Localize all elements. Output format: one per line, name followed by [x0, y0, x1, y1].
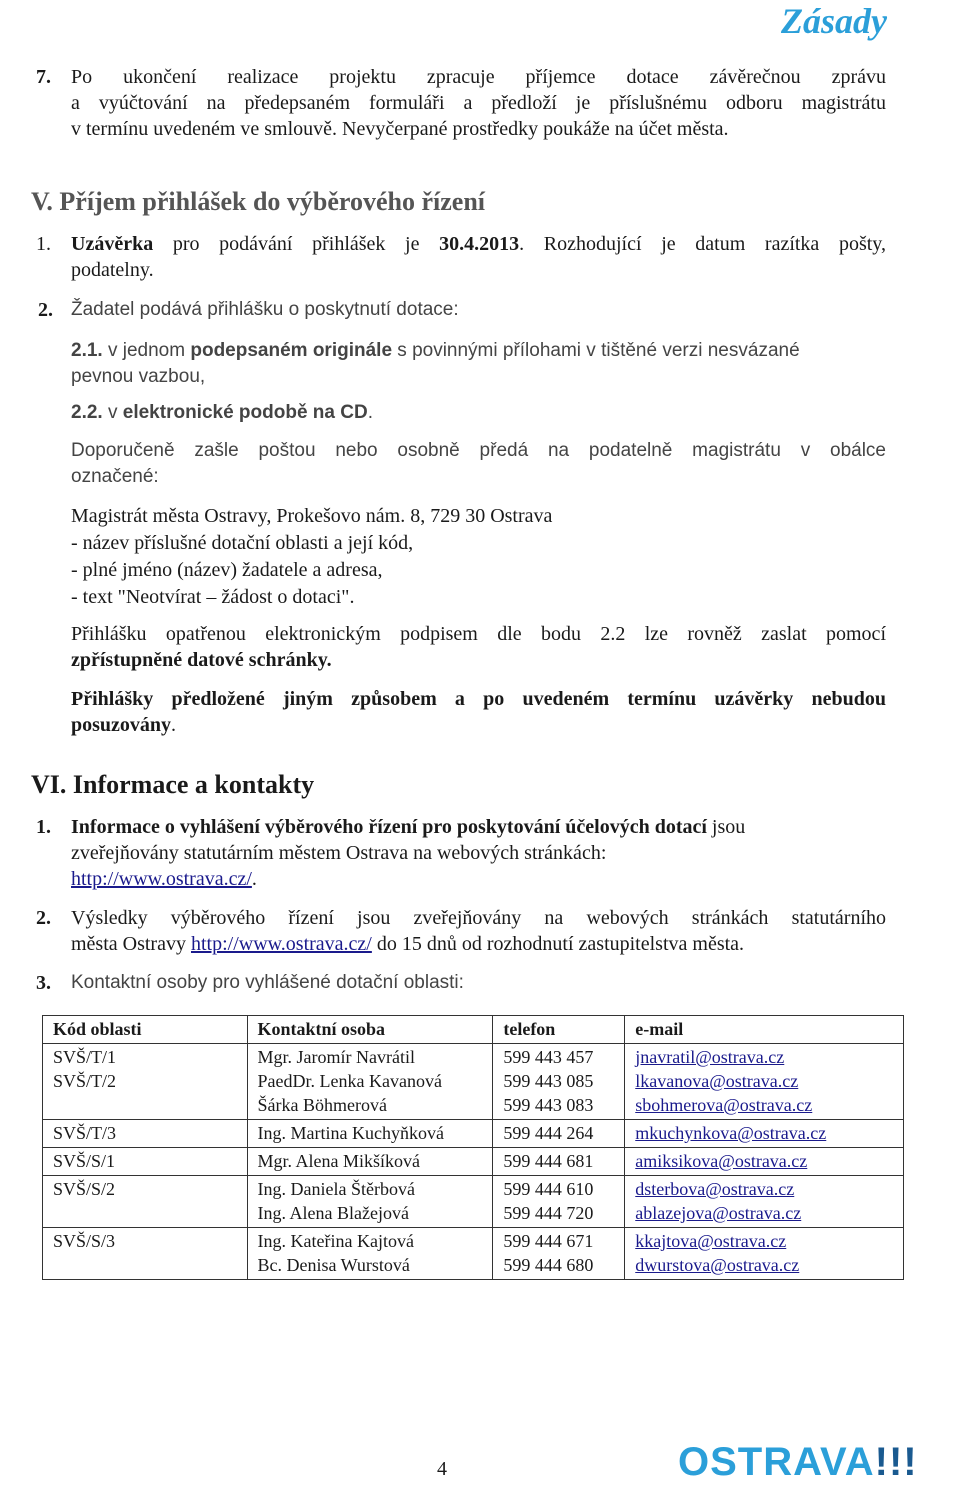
s5-item1-line-1 [71, 231, 886, 257]
email-cell [625, 1044, 904, 1120]
s6-item2-line-1: Výsledky výběrového řízení jsou zveřejňovány na webových stránkách statutárního [71, 907, 886, 929]
s5-item22-text: v [102, 402, 123, 423]
area-code: SVŠ/S/1 [53, 1151, 116, 1171]
email-cell [625, 1120, 904, 1148]
s5-item1-line-2: podatelny. [71, 259, 154, 281]
ostrava-logo [678, 1440, 918, 1485]
deadline-text-2: . Rozhodující je datum razítka pošty, [519, 233, 886, 255]
phone-number: 599 443 457 [503, 1047, 594, 1067]
phone-cell [493, 1120, 625, 1148]
warning-line-1: Přihlášky předložené jiným způsobem a po uvedeném termínu uzávěrky nebudou [71, 688, 886, 710]
contacts-table-body [43, 1044, 904, 1280]
person-cell [247, 1176, 493, 1228]
area-code: SVŠ/T/1 [53, 1047, 117, 1067]
s6-item3-number: 3. [36, 972, 51, 994]
table-header-row [43, 1016, 904, 1044]
table-row [43, 1176, 904, 1228]
header-person: Kontaktní osoba [247, 1016, 493, 1044]
area-code: SVŠ/T/3 [53, 1123, 117, 1143]
address-line-2: - název příslušné dotační oblasti a její kód, [71, 532, 414, 554]
phone-number: 599 443 085 [503, 1071, 594, 1091]
s5-item22-text-2: . [367, 402, 373, 423]
phone-cell [493, 1228, 625, 1280]
s5-item21-bold: podepsaném originále [190, 340, 393, 361]
s5-item21-number: 2.1. [71, 340, 103, 361]
contact-person: Mgr. Alena Mikšíková [257, 1151, 420, 1171]
phone-number: 599 444 681 [503, 1151, 594, 1171]
email-link[interactable]: dwurstova@ostrava.cz [635, 1255, 800, 1275]
contact-person: Ing. Alena Blažejová [257, 1203, 409, 1223]
s6-item1-line-2: zveřejňovány statutárním městem Ostrava na webových stránkách: [71, 842, 607, 864]
address-line-4: - text "Neotvírat – žádost o dotaci". [71, 586, 355, 608]
contact-person: Ing. Daniela Štěrbová [257, 1179, 415, 1199]
area-code: SVŠ/S/3 [53, 1231, 116, 1251]
s5-item2-text: Žadatel podává přihlášku o poskytnutí dotace: [71, 299, 459, 320]
s6-item2-text-2: do 15 dnů od rozhodnutí zastupitelstva města. [371, 933, 745, 955]
code-cell [43, 1176, 248, 1228]
s5-item22-number: 2.2. [71, 402, 103, 423]
phone-number: 599 444 610 [503, 1179, 594, 1199]
email-link[interactable]: mkuchynkova@ostrava.cz [635, 1123, 827, 1143]
item7-number: 7. [36, 66, 51, 88]
table-row [43, 1044, 904, 1120]
delivery-line-2: označené: [71, 466, 159, 487]
header-phone: telefon [493, 1016, 625, 1044]
address-line-1: Magistrát města Ostravy, Prokešovo nám. 8, 729 30 Ostrava [71, 505, 553, 527]
person-cell [247, 1228, 493, 1280]
email-link[interactable]: dsterbova@ostrava.cz [635, 1179, 795, 1199]
table-row [43, 1148, 904, 1176]
email-link[interactable]: jnavratil@ostrava.cz [635, 1047, 785, 1067]
code-cell [43, 1148, 248, 1176]
phone-number: 599 444 264 [503, 1123, 594, 1143]
address-line-3: - plné jméno (název) žadatele a adresa, [71, 559, 383, 581]
phone-number: 599 444 671 [503, 1231, 594, 1251]
table-row [43, 1228, 904, 1280]
email-cell [625, 1176, 904, 1228]
ostrava-results-link[interactable]: http://www.ostrava.cz/ [190, 933, 372, 955]
s6-item1-line-1 [71, 814, 886, 840]
ostrava-website-link[interactable]: http://www.ostrava.cz/ [71, 868, 252, 890]
area-code: SVŠ/T/2 [53, 1071, 117, 1091]
code-cell [43, 1044, 248, 1120]
contact-person: Šárka Böhmerová [257, 1095, 387, 1115]
email-cell [625, 1228, 904, 1280]
header-email: e-mail [625, 1016, 904, 1044]
email-cell [625, 1148, 904, 1176]
s6-item1-after: . [251, 868, 257, 890]
code-cell [43, 1120, 248, 1148]
email-link[interactable]: amiksikova@ostrava.cz [635, 1151, 808, 1171]
contacts-table [42, 1015, 904, 1280]
item7-line-1: Po ukončení realizace projektu zpracuje příjemce dotace závěrečnou zprávu [71, 66, 886, 88]
contact-person: Mgr. Jaromír Navrátil [257, 1047, 415, 1067]
contact-person: Bc. Denisa Wurstová [257, 1255, 410, 1275]
person-cell [247, 1044, 493, 1120]
s5-item21-text: v jednom [102, 340, 191, 361]
section6-heading: VI. Informace a kontakty [31, 770, 315, 799]
s6-item1-line-3 [71, 866, 886, 892]
s6-item1-bold: Informace o vyhlášení výběrového řízení pro poskytování účelových dotací [71, 816, 707, 838]
phone-cell [493, 1148, 625, 1176]
email-link[interactable]: sbohmerova@ostrava.cz [635, 1095, 813, 1115]
item7-line-3: v termínu uvedeném ve smlouvě. Nevyčerpané prostředky poukáže na účet města. [71, 118, 729, 140]
phone-number: 599 444 720 [503, 1203, 594, 1223]
s6-item2-number: 2. [36, 907, 51, 929]
person-cell [247, 1120, 493, 1148]
s6-item1-number: 1. [36, 816, 51, 838]
phone-cell [493, 1176, 625, 1228]
deadline-text: pro podávání přihlášek je [153, 233, 440, 255]
person-cell [247, 1148, 493, 1176]
s5-item21-line-2: pevnou vazbou, [71, 366, 206, 387]
email-link[interactable]: ablazejova@ostrava.cz [635, 1203, 802, 1223]
contact-person: Ing. Martina Kuchyňková [257, 1123, 444, 1143]
warning-bold: posuzovány [71, 714, 172, 736]
phone-number: 599 443 083 [503, 1095, 594, 1115]
s6-item2-line-2 [71, 931, 886, 957]
phone-cell [493, 1044, 625, 1120]
s5-item22-bold: elektronické podobě na CD [122, 402, 368, 423]
delivery-line-1: Doporučeně zašle poštou nebo osobně předá na podatelně magistrátu v obálce [71, 440, 886, 461]
warning-line-2 [71, 712, 886, 738]
deadline-date: 30.4.2013 [439, 233, 520, 255]
warning-rest: . [171, 714, 177, 736]
area-code: SVŠ/S/2 [53, 1179, 116, 1199]
email-link[interactable]: lkavanova@ostrava.cz [635, 1071, 799, 1091]
contact-person: Ing. Kateřina Kajtová [257, 1231, 414, 1251]
logo-exclaim: !!! [874, 1440, 918, 1484]
table-row [43, 1120, 904, 1148]
s5-item22-line [71, 400, 886, 426]
s5-item21-line-1 [71, 338, 886, 364]
item7-line-2: a vyúčtování na předepsaném formuláři a předloží je příslušnému odboru magistrátu [71, 92, 886, 114]
page-number: 4 [437, 1458, 447, 1480]
header-code: Kód oblasti [43, 1016, 248, 1044]
electronic-line-2: zpřístupněné datové schránky. [71, 649, 332, 671]
section5-heading: V. Příjem přihlášek do výběrového řízení [31, 187, 486, 216]
logo-text: OSTRAVA [678, 1440, 875, 1484]
email-link[interactable]: kkajtova@ostrava.cz [635, 1231, 787, 1251]
contact-person: PaedDr. Lenka Kavanová [257, 1071, 442, 1091]
code-cell [43, 1228, 248, 1280]
document-header-title: Zásady [781, 1, 887, 41]
s6-item1-text: jsou [706, 816, 746, 838]
s5-item21-text-2: s povinnými přílohami v tištěné verzi nesvázané [392, 340, 800, 361]
s6-item3-text: Kontaktní osoby pro vyhlášené dotační oblasti: [71, 972, 464, 993]
deadline-label: Uzávěrka [71, 233, 154, 255]
s5-item2-number: 2. [38, 299, 53, 321]
electronic-line-1: Přihlášku opatřenou elektronickým podpisem dle bodu 2.2 lze rovněž zaslat pomocí [71, 623, 886, 645]
s6-item2-text: města Ostravy [71, 933, 191, 955]
phone-number: 599 444 680 [503, 1255, 594, 1275]
s5-item1-number: 1. [36, 233, 51, 255]
